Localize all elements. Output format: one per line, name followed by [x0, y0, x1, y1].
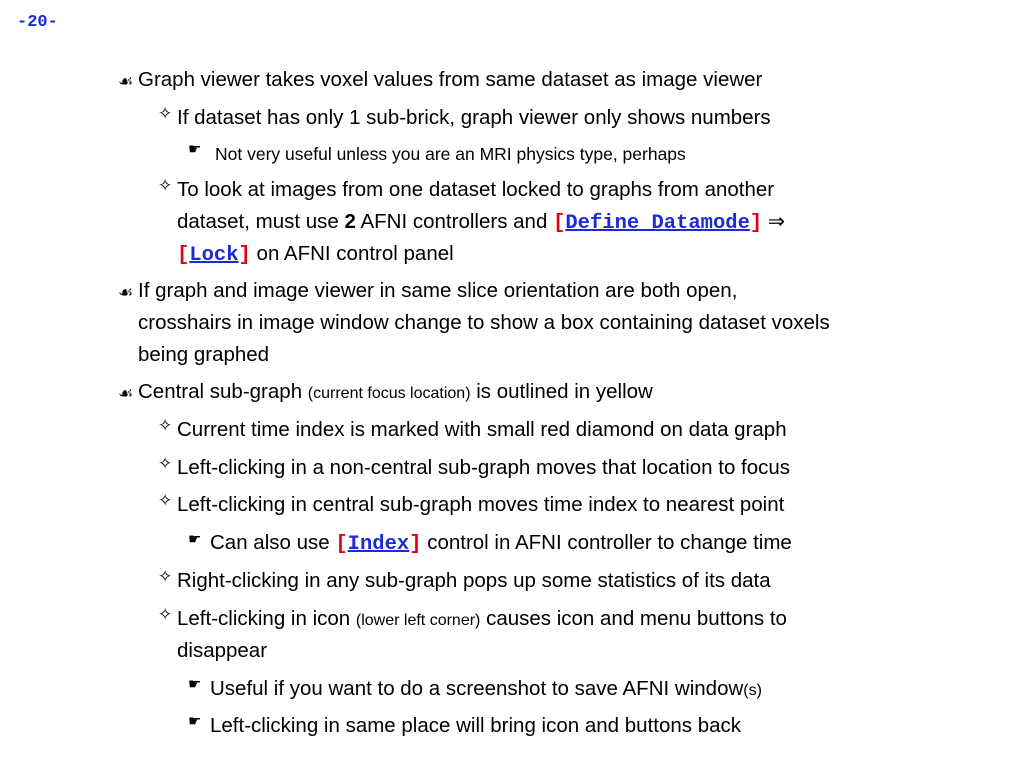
page-number: -20- [17, 13, 58, 32]
bullet-text-line: crosshairs in image window change to show a box containing dataset voxels [138, 311, 830, 334]
index-control[interactable]: [Index] [335, 533, 422, 556]
bold-number: 2 [344, 210, 356, 233]
bullet-level2: ✧ [158, 491, 173, 510]
bullet-text: Left-clicking in a non-central sub-graph moves that location to focus [177, 456, 791, 479]
bullet-level1: ☙ [118, 72, 134, 91]
bullet-level2: ✧ [158, 454, 173, 473]
bullet-level2: ✧ [158, 605, 173, 624]
bullet-text: Left-clicking in central sub-graph moves time index to nearest point [177, 493, 785, 516]
bullet-text-line: [Lock] on AFNI control panel [177, 242, 454, 267]
bullet-text: If graph and image viewer in same slice orientation are both open, [138, 279, 738, 302]
bullet-text: Graph viewer takes voxel values from same dataset as image viewer [138, 68, 763, 91]
bullet-text: Not very useful unless you are an MRI physics type, perhaps [215, 144, 686, 164]
implies-arrow: ⇒ [767, 210, 786, 233]
bullet-text: Left-clicking in same place will bring icon and buttons back [210, 714, 741, 737]
bullet-text: Current time index is marked with small red diamond on data graph [177, 418, 787, 441]
bullet-level2: ✧ [158, 567, 173, 586]
bullet-level1: ☙ [118, 283, 134, 302]
bullet-level3: ☛ [188, 141, 202, 158]
bullet-text: Can also use [Index] control in AFNI controller to change time [210, 531, 792, 556]
bullet-text: Useful if you want to do a screenshot to save AFNI window(s) [210, 677, 762, 700]
bullet-text: Right-clicking in any sub-graph pops up some statistics of its data [177, 569, 771, 592]
bullet-text: Left-clicking in icon (lower left corner) causes icon and menu buttons to [177, 607, 787, 630]
define-datamode-control[interactable]: [Define Datamode] [553, 212, 763, 235]
bullet-text: Central sub-graph (current focus location) is outlined in yellow [138, 380, 653, 403]
bullet-level2: ✧ [158, 104, 173, 123]
bullet-text: If dataset has only 1 sub-brick, graph viewer only shows numbers [177, 106, 771, 129]
bullet-level3: ☛ [188, 676, 202, 693]
bullet-text: To look at images from one dataset locked to graphs from another [177, 178, 775, 201]
bullet-level3: ☛ [188, 531, 202, 548]
bullet-level2: ✧ [158, 176, 173, 195]
bullet-text-line: being graphed [138, 343, 270, 366]
bullet-level1: ☙ [118, 384, 134, 403]
bullet-text-line: disappear [177, 639, 268, 662]
lock-control[interactable]: [Lock] [177, 244, 251, 267]
bullet-level2: ✧ [158, 416, 173, 435]
bullet-level3: ☛ [188, 713, 202, 730]
bullet-text-line: dataset, must use 2 AFNI controllers and [Define Datamode] ⇒ [177, 210, 786, 235]
